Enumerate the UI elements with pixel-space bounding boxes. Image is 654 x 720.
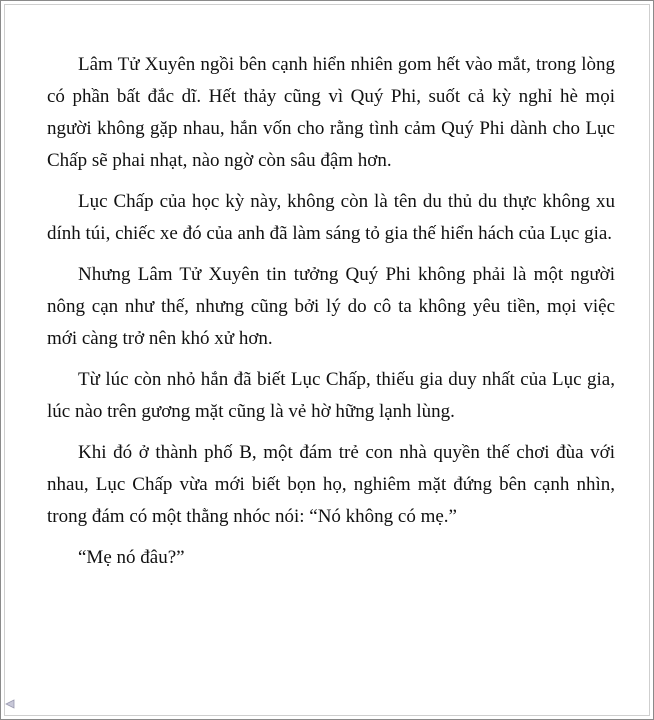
page-corner-arrow-icon	[5, 699, 15, 709]
paragraph-2: Lục Chấp của học kỳ này, không còn là tên du thủ du thực không xu dính túi, chiếc xe đó của anh đã làm sáng tỏ gia thế hiển hách của Lục gia.	[47, 191, 615, 244]
paragraph-6: “Mẹ nó đâu?”	[78, 547, 185, 568]
paragraph-5: Khi đó ở thành phố B, một đám trẻ con nhà quyền thế chơi đùa với nhau, Lục Chấp vừa mới biết bọn họ, nghiêm mặt đứng bên cạnh nhìn, trong đám có một thằng nhóc nói: “Nó không có mẹ.”	[47, 442, 615, 527]
paragraph-3: Nhưng Lâm Tử Xuyên tin tưởng Quý Phi không phải là một người nông cạn như thế, nhưng cũng bởi lý do cô ta không yêu tiền, mọi việc mới càng trở nên khó xử hơn.	[47, 264, 615, 349]
paragraph-4: Từ lúc còn nhỏ hắn đã biết Lục Chấp, thiếu gia duy nhất của Lục gia, lúc nào trên gương mặt cũng là vẻ hờ hững lạnh lùng.	[47, 369, 615, 422]
document-body	[47, 49, 615, 583]
paragraph-1: Lâm Tử Xuyên ngồi bên cạnh hiển nhiên gom hết vào mắt, trong lòng có phần bất đắc dĩ. Hết thảy cũng vì Quý Phi, suốt cả kỳ nghỉ hè mọi người không gặp nhau, hắn vốn cho rằng tình cảm Quý Phi dành cho Lục Chấp sẽ phai nhạt, nào ngờ còn sâu đậm hơn.	[47, 54, 615, 171]
